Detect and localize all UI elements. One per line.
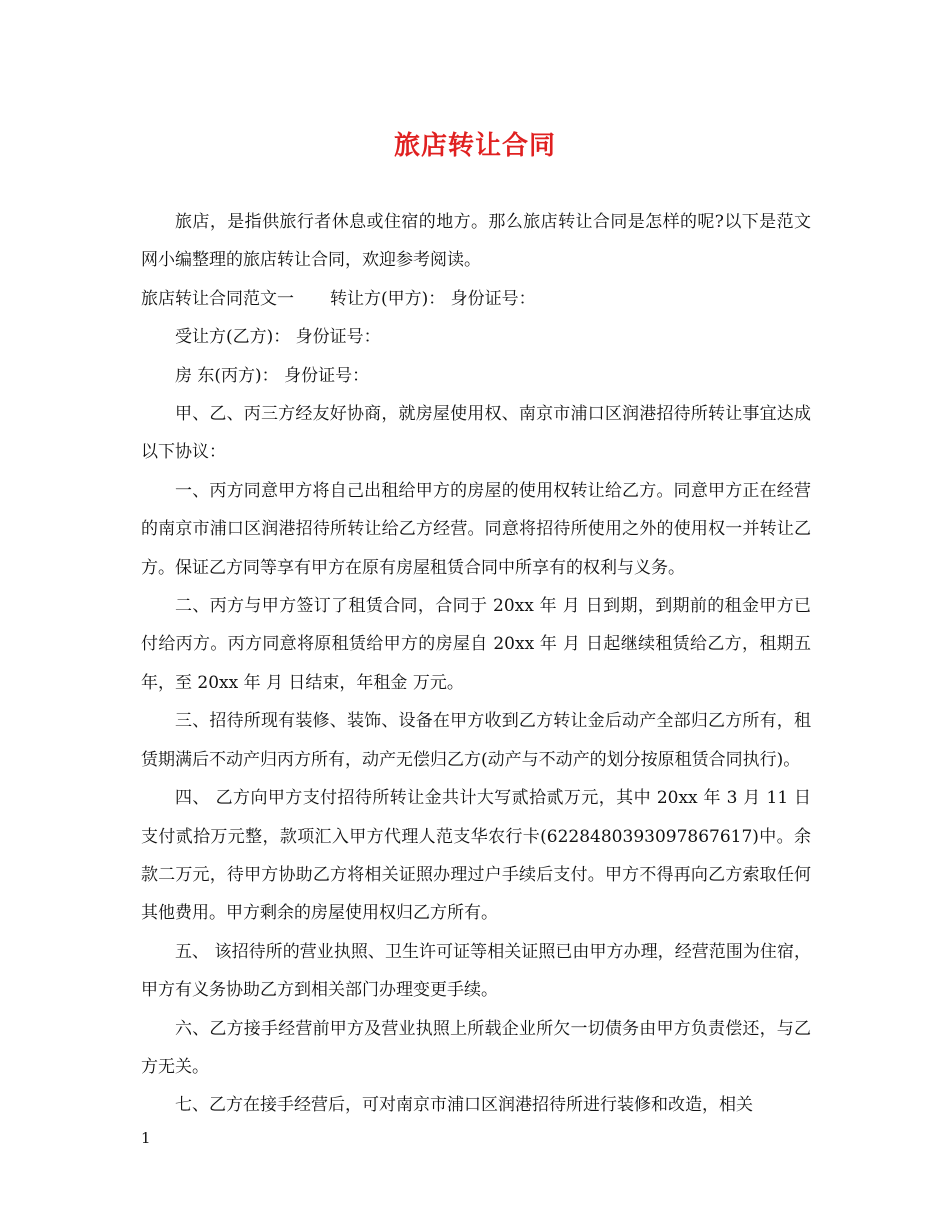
transferee-line: 受让方(乙方)： 身份证号： bbox=[175, 327, 381, 348]
clause-6: 六、乙方接手经营前甲方及营业执照上所载企业所欠一切债务由甲方负责偿还，与乙方无关。 bbox=[141, 1018, 811, 1077]
intro-paragraph: 旅店，是指供旅行者休息或住宿的地方。那么旅店转让合同是怎样的呢?以下是范文网小编整理的旅店转让合同，欢迎参考阅读。 bbox=[141, 212, 811, 271]
transferor-line: 转让方(甲方)： 身份证号： bbox=[330, 288, 536, 309]
sample-heading-line bbox=[141, 280, 811, 318]
page-number: 1 bbox=[141, 1129, 151, 1147]
landlord-line: 房 东(丙方)： 身份证号： bbox=[175, 365, 370, 386]
sample-heading: 旅店转让合同范文一 bbox=[141, 288, 294, 309]
preamble-paragraph: 甲、乙、丙三方经友好协商，就房屋使用权、南京市浦口区润港招待所转让事宜达成以下协议： bbox=[141, 404, 811, 463]
document-title: 旅店转让合同 bbox=[393, 131, 556, 161]
clause-2: 二、丙方与甲方签订了租赁合同，合同于 20xx 年 月 日到期，到期前的租金甲方已付给丙方。丙方同意将原租赁给甲方的房屋自 20xx 年 月 日起继续租赁给乙方，租期五年，至 20xx 年 月 日结束，年租金 万元。 bbox=[141, 596, 811, 693]
clause-1: 一、丙方同意甲方将自己出租给甲方的房屋的使用权转让给乙方。同意甲方正在经营的南京市浦口区润港招待所转让给乙方经营。同意将招待所使用之外的使用权一并转让乙方。保证乙方同等享有甲方在原有房屋租赁合同中所享有的权利与义务。 bbox=[141, 480, 811, 578]
document-body bbox=[141, 203, 811, 1125]
clause-4: 四、 乙方向甲方支付招待所转让金共计大写贰拾贰万元，其中 20xx 年 3 月 11 日支付贰拾万元整，款项汇入甲方代理人范支华农行卡(6228480393097867617)中。余款二万元，待甲方协助乙方将相关证照办理过户手续后支付。甲方不得再向乙方索取任何其他费用。甲方剩余的房屋使用权归乙方所有。 bbox=[141, 788, 811, 924]
clause-7: 七、乙方在接手经营后，可对南京市浦口区润港招待所进行装修和改造，相关 bbox=[175, 1095, 753, 1116]
clause-5: 五、 该招待所的营业执照、卫生许可证等相关证照已由甲方办理，经营范围为住宿，甲方有义务协助乙方到相关部门办理变更手续。 bbox=[141, 941, 811, 1001]
clause-3: 三、招待所现有装修、装饰、设备在甲方收到乙方转让金后动产全部归乙方所有，租赁期满后不动产归丙方所有，动产无偿归乙方(动产与不动产的划分按原租赁合同执行)。 bbox=[141, 711, 811, 770]
